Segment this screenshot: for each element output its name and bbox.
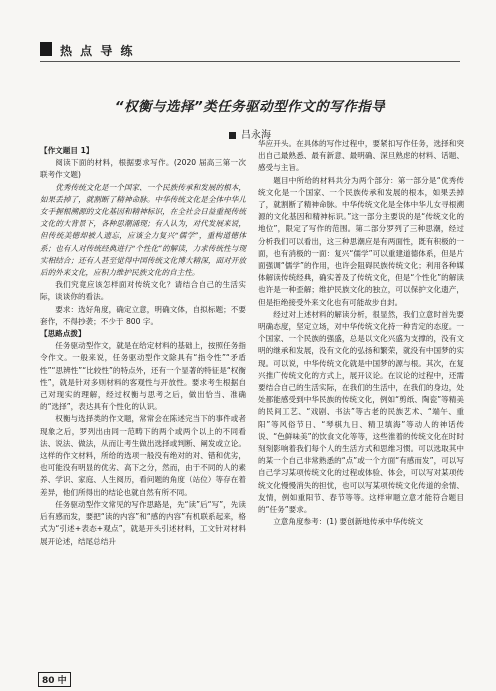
right-column xyxy=(258,138,464,529)
analysis-heading: 【思路点拨】 xyxy=(40,329,86,339)
right-paragraph-1: 题目中所给的材料共分为两个部分：第一部分是“优秀传统文化是一个国家、一个民族传承和发展的根本，如果丢掉了，就割断了精神命脉。中华传统文化是全体中华儿女寻根溯源的文化基因和精神标识。”这一部分主要说的是“传统文化的地位”，限定了写作的范围。第二部分罗列了三种思潮，经过分析我们可以看出，这三种思潮应是有两面性，既有积极的一面，也有消极的一面：复兴“儒学”可以重建道德体系，但是片面强调“儒学”的作用，也许会阻碍民族传统文化；利用各种媒体解读传统经典，确实普及了传统文化，但是“个性化”的解读也许是一种歪解；维护民族文化的独立，可以保护文化遗产，但是拒绝接受外来文化也有可能故步自封。 xyxy=(258,175,464,307)
prompt-material-text: 优秀传统文化是一个国家、一个民族传承和发展的根本，如果丢掉了，就割断了精神命脉。中华传统文化是全体中华儿女手握根溯源的文化基因和精神标识，在全社会日益重视传统文化的大背景下，各种思潮涌现；有人认为，对代发展来说，但传统美德却被人遗忘，应该全力复兴“儒学”，重构道德体系；也有人对传统经典进行“个性化”的解读，力求传统性与现实相结合；还有人甚至觉得中国传统文化博大精深，面对开放后的外来文化，应积力维护民族文化的自主性。 xyxy=(40,182,246,278)
example-intro: 阅读下面的材料，根据要求写作。(2020 届高三第一次联考作文题) xyxy=(40,158,246,180)
right-paragraph-0: 华应开头。在具体的写作过程中，要紧扣写作任务，选择和突出自己最熟悉、最有新意、最明确、深旦熟虑的材料、话题、感受与主旨。 xyxy=(258,139,464,173)
example-heading: 【作文题目 1】 xyxy=(40,146,94,155)
prompt-material xyxy=(40,182,246,280)
author-square-icon xyxy=(229,132,236,139)
prompt-question: 我们究竟应该怎样面对传统文化？请结合自己的生活实际，谈谈你的看法。 xyxy=(40,280,246,302)
analysis-paragraph-3: 任务驱动型作文常见的写作思路是，先“读”后“写”，先读后有感而发，要把“读的内容”和“感的内容”有机联系起来，格式为“引述+表态+观点”，就是开头引述材料，工文针对材料展开论述，结尾总结升 xyxy=(40,499,246,546)
right-paragraph-2: 经过对上述材料的解读分析，很显然，我们立意时首先要明确态度，坚定立场，对中华传统文化持一种肯定的态度。一个国家、一个民族的强盛，总是以文化兴盛为支撑的，没有文明的继承和发展，没有文化的弘扬和繁荣，就没有中国梦的实现。可以说，中华传统文化就是中国梦的源与根。其次，在复兴推广传统文化的方式上，展开议论。在议论的过程中，还需要结合自己的生活实际，在我们的生活中，在我们的身边，处处都能感受到中华民族的传统文化，例如“剪纸、陶瓷”等精美的民间工艺、“戏剧、书法”等古老的民族艺术、“端午、重阳”等风俗节日、“琴棋九日、精卫填海”等动人的神话传说、“色鲜味美”的饮食文化等等，这些淮着的传统文化在时时刻刻影响着我们每个人的生活方式和思维习惯。可以选取其中的某一个自己非常熟悉的“点”或一个方面“有感而发”，可以写自己学习某项传统文化的过程或体验、体会，可以写对某项传统文化慢慢消失的担忧，也可以写某项传统文化传道的余情、友情，例如重阳节、春节等等。这样审题立意才能符合题目的“任务”要求。 xyxy=(258,309,464,515)
page-number-value: 80 xyxy=(42,676,55,686)
left-column xyxy=(40,145,246,548)
page-number xyxy=(38,672,71,687)
section-header xyxy=(40,40,460,58)
page-mark: 中 xyxy=(57,676,67,686)
prompt-requirements: 要求：选好角度，确定立意，明确文体，自拟标题；不要套作，不得抄袭；不少于 800 字。 xyxy=(40,304,246,326)
right-paragraph-3: 立意角度参考：(1) 要创新地传承中华传统文 xyxy=(273,517,424,527)
analysis-paragraph-2: 权衡与选择类的作文题，常常会在陈述完当下的事件或者现象之后，罗列出由同一范畴下的两个或两个以上的不同看法、说法、做法，从而让考生做出选择或判断、阐发或立论。这样的作文材料，所给的选项一般没有绝对的对、错和优劣，也可能没有明显的优劣、高下之分，然而，由于不同的人的素养、学识、家庭、人生阅历，看问题的角度（站位）等存在着差异，他们所得出的结论也就自然有所不同。 xyxy=(40,414,246,497)
analysis-paragraph-1: 任务驱动型作文，就是在给定材料的基础上，按照任务指令作文。一般来说，任务驱动型作文除具有“指令性”“矛盾性”“思辨性”“比较性”的特点外，还有一个显著的特征是“权衡性”，就是针对多则材料的客观性与开放性。要求考生根据自己对现实的理解，经过权衡与思考之后，做出恰当、准确的“选择”，表达具有个性化的认识。 xyxy=(40,341,246,412)
header-rule xyxy=(40,61,460,62)
page-footer xyxy=(38,668,71,686)
article-title: “权衡与选择”类任务驱动型作文的写作指导 xyxy=(114,99,386,115)
author-name: 吕永海 xyxy=(241,130,271,141)
header-bar-mark xyxy=(40,42,52,56)
section-label: 热 点 导 练 xyxy=(60,44,135,58)
